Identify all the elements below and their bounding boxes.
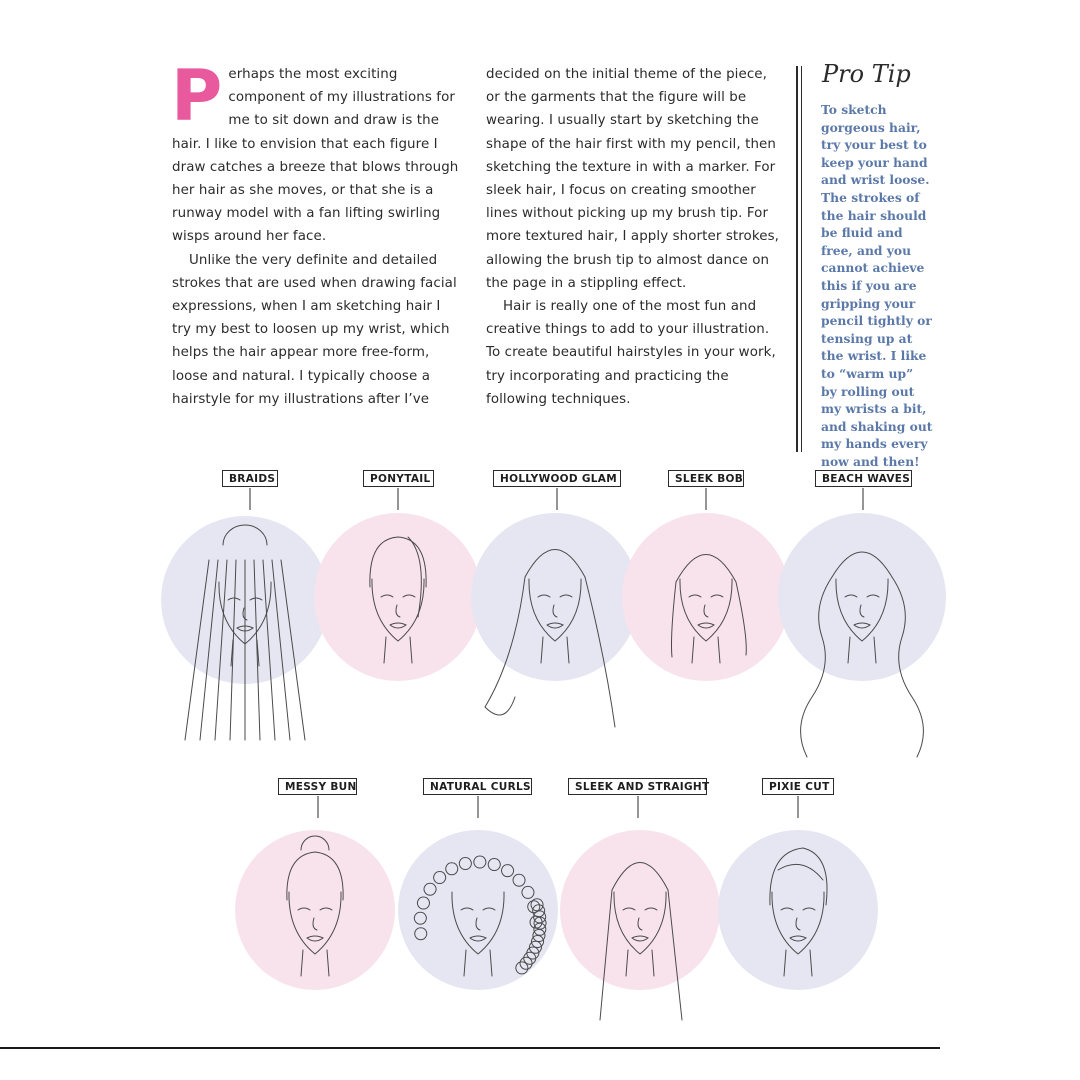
- label-ponytail: PONYTAIL: [363, 470, 434, 487]
- label-pixie-cut: PIXIE CUT: [762, 778, 834, 795]
- label-sleek-and-straight: SLEEK AND STRAIGHT: [568, 778, 707, 795]
- footer-rule: [0, 1047, 940, 1049]
- circle-straight: [560, 830, 720, 990]
- hairstyle-circles: [161, 513, 946, 990]
- circle-glam: [471, 513, 639, 681]
- paragraph-4: Hair is really one of the most fun and creative things to add to your illustration. To create beautiful hairstyles in your work, try incorporating and practicing the following techniques.: [486, 299, 776, 407]
- label-messy-bun: MESSY BUN: [278, 778, 357, 795]
- label-braids: BRAIDS: [222, 470, 278, 487]
- circle-pixie: [718, 830, 878, 990]
- circle-ponytail: [314, 513, 482, 681]
- label-sleek-bob: SLEEK BOB: [668, 470, 744, 487]
- label-hollywood-glam: HOLLYWOOD GLAM: [493, 470, 621, 487]
- circle-bob: [622, 513, 790, 681]
- label-beach-waves: BEACH WAVES: [815, 470, 912, 487]
- paragraph-2: Unlike the very definite and detailed strokes that are used when drawing facial expressions, when I am sketching hair I try my best to loosen up my wrist, which helps the hair appear more free-form, loose and natural. I typically choose a hairstyle for my illustrations after I’ve: [172, 252, 457, 407]
- circle-bun: [235, 830, 395, 990]
- drop-cap: P: [171, 55, 223, 137]
- paragraph-1-text: erhaps the most exciting component of my illustrations for me to sit down and draw is the hair. I like to envision that each figure I draw catches a breeze that blows through her hair as she moves, or that she is a runway model with a fan lifting swirling wisps around her face.: [172, 67, 459, 245]
- paragraph-3: decided on the initial theme of the piece, or the garments that the figure will be wearing. I usually start by sketching the shape of the hair first with my pencil, then sketching the texture in with a marker. For sleek hair, I focus on creating smoother lines without picking up my brush tip. For more textured hair, I apply shorter strokes, allowing the brush tip to almost dance on the page in a stippling effect.: [486, 67, 779, 291]
- label-natural-curls: NATURAL CURLS: [423, 778, 532, 795]
- pro-tip-body: To sketch gorgeous hair, try your best to keep your hand and wrist loose. The strokes of the hair should be fluid and free, and you cannot achieve this if you are gripping your pencil tightly or tensing up at the wrist. I like to “warm up” by rolling out my wrists a bit, and shaking out my hands every now and then!: [821, 102, 933, 469]
- pro-tip-title: Pro Tip: [822, 60, 911, 88]
- circle-waves: [778, 513, 946, 681]
